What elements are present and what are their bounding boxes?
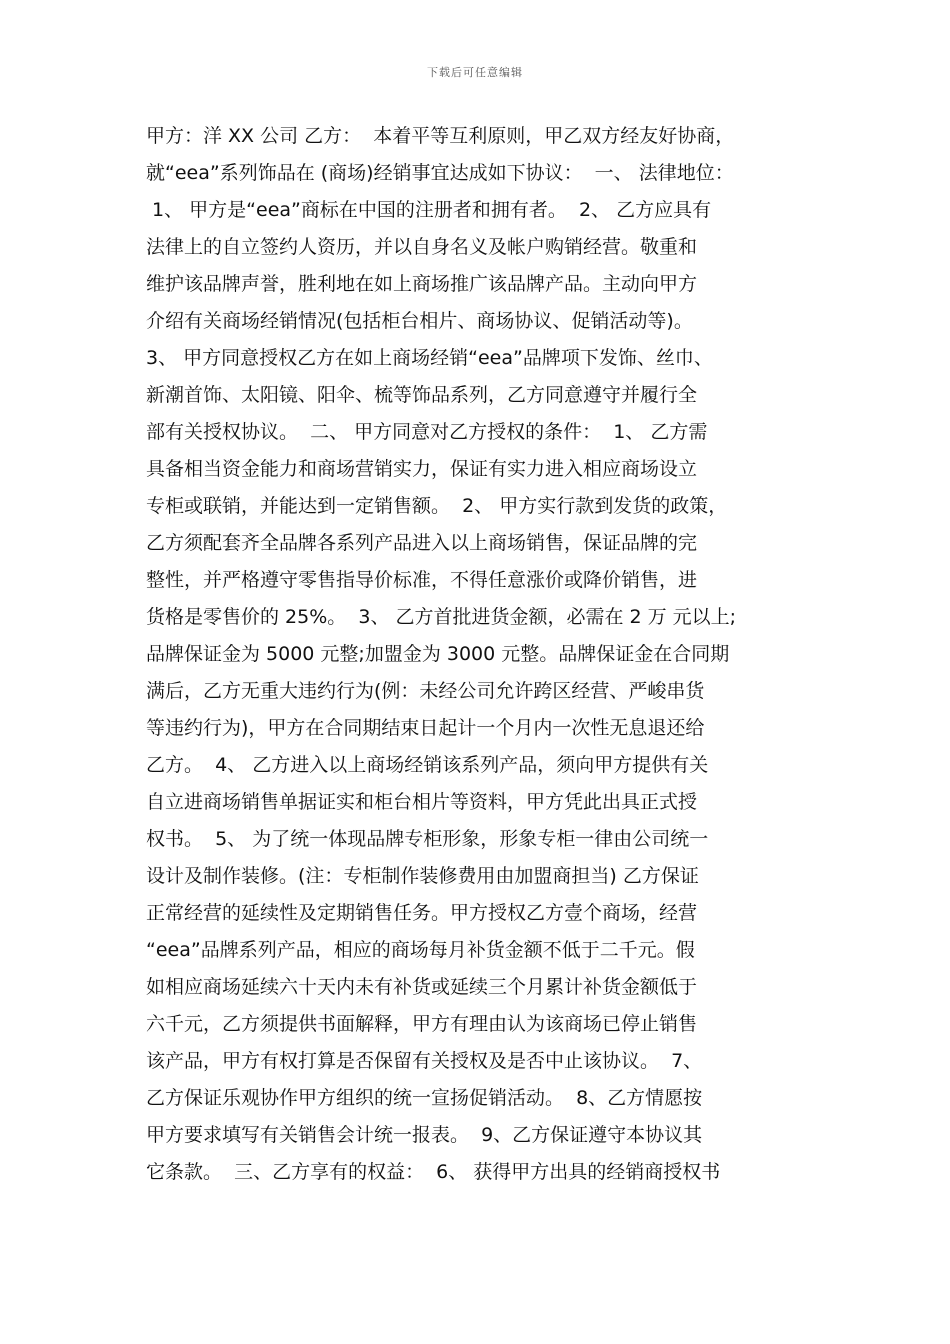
agreement-body: [146, 118, 826, 1191]
body-line: 等违约行为)，甲方在合同期结束日起计一个月内一次性无息退还给: [146, 717, 705, 739]
body-line: 3、 甲方同意授权乙方在如上商场经销“eea”品牌项下发饰、丝巾、: [146, 347, 713, 369]
body-line: 甲方要求填写有关销售会计统一报表。 9、乙方保证遵守本协议其: [146, 1124, 703, 1146]
body-line: 乙方。 4、 乙方进入以上商场经销该系列产品，须向甲方提供有关: [146, 754, 709, 776]
body-line: 满后，乙方无重大违约行为(例：未经公司允许跨区经营、严峻串货: [146, 680, 705, 702]
body-line: 专柜或联销，并能达到一定销售额。 2、 甲方实行款到发货的政策，: [146, 495, 728, 517]
body-line: 该产品，甲方有权打算是否保留有关授权及是否中止该协议。 7、: [146, 1050, 703, 1072]
body-line: 乙方保证乐观协作甲方组织的统一宣扬促销活动。 8、乙方情愿按: [146, 1087, 703, 1109]
body-line: 部有关授权协议。 二、 甲方同意对乙方授权的条件： 1、 乙方需: [146, 421, 708, 443]
body-line: 维护该品牌声誉，胜利地在如上商场推广该品牌产品。主动向甲方: [146, 273, 698, 295]
body-line: 正常经营的延续性及定期销售任务。甲方授权乙方壹个商场，经营: [146, 902, 698, 924]
body-line: 品牌保证金为 5000 元整;加盟金为 3000 元整。品牌保证金在合同期: [146, 643, 730, 665]
body-line: 货格是零售价的 25%。 3、 乙方首批进货金额，必需在 2 万 元以上;: [146, 606, 737, 628]
body-line: “eea”品牌系列产品，相应的商场每月补货金额不低于二千元。假: [146, 939, 695, 961]
body-line: 设计及制作装修。(注：专柜制作装修费用由加盟商担当) 乙方保证: [146, 865, 699, 887]
body-line: 甲方：洋 XX 公司 乙方： 本着平等互利原则，甲乙双方经友好协商，: [146, 125, 735, 147]
body-line: 就“eea”系列饰品在 (商场)经销事宜达成如下协议： 一、 法律地位：: [146, 162, 734, 184]
body-line: 六千元，乙方须提供书面解释，甲方有理由认为该商场已停止销售: [146, 1013, 698, 1035]
body-line: 乙方须配套齐全品牌各系列产品进入以上商场销售，保证品牌的完: [146, 532, 698, 554]
body-line: 法律上的自立签约人资历，并以自身名义及帐户购销经营。敬重和: [146, 236, 698, 258]
body-line: 1、 甲方是“eea”商标在中国的注册者和拥有者。 2、 乙方应具有: [146, 199, 712, 221]
body-line: 整性，并严格遵守零售指导价标准，不得任意涨价或降价销售，进: [146, 569, 698, 591]
body-line: 具备相当资金能力和商场营销实力，保证有实力进入相应商场设立: [146, 458, 698, 480]
body-line: 新潮首饰、太阳镜、阳伞、梳等饰品系列，乙方同意遵守并履行全: [146, 384, 698, 406]
body-line: 介绍有关商场经销情况(包括柜台相片、商场协议、促销活动等)。: [146, 310, 693, 332]
body-line: 如相应商场延续六十天内未有补货或延续三个月累计补货金额低于: [146, 976, 698, 998]
body-line: 权书。 5、 为了统一体现品牌专柜形象，形象专柜一律由公司统一: [146, 828, 709, 850]
page-header: 下载后可任意编辑: [427, 66, 523, 79]
body-line: 自立进商场销售单据证实和柜台相片等资料，甲方凭此出具正式授: [146, 791, 698, 813]
body-line: 它条款。 三、乙方享有的权益： 6、 获得甲方出具的经销商授权书: [146, 1161, 721, 1183]
